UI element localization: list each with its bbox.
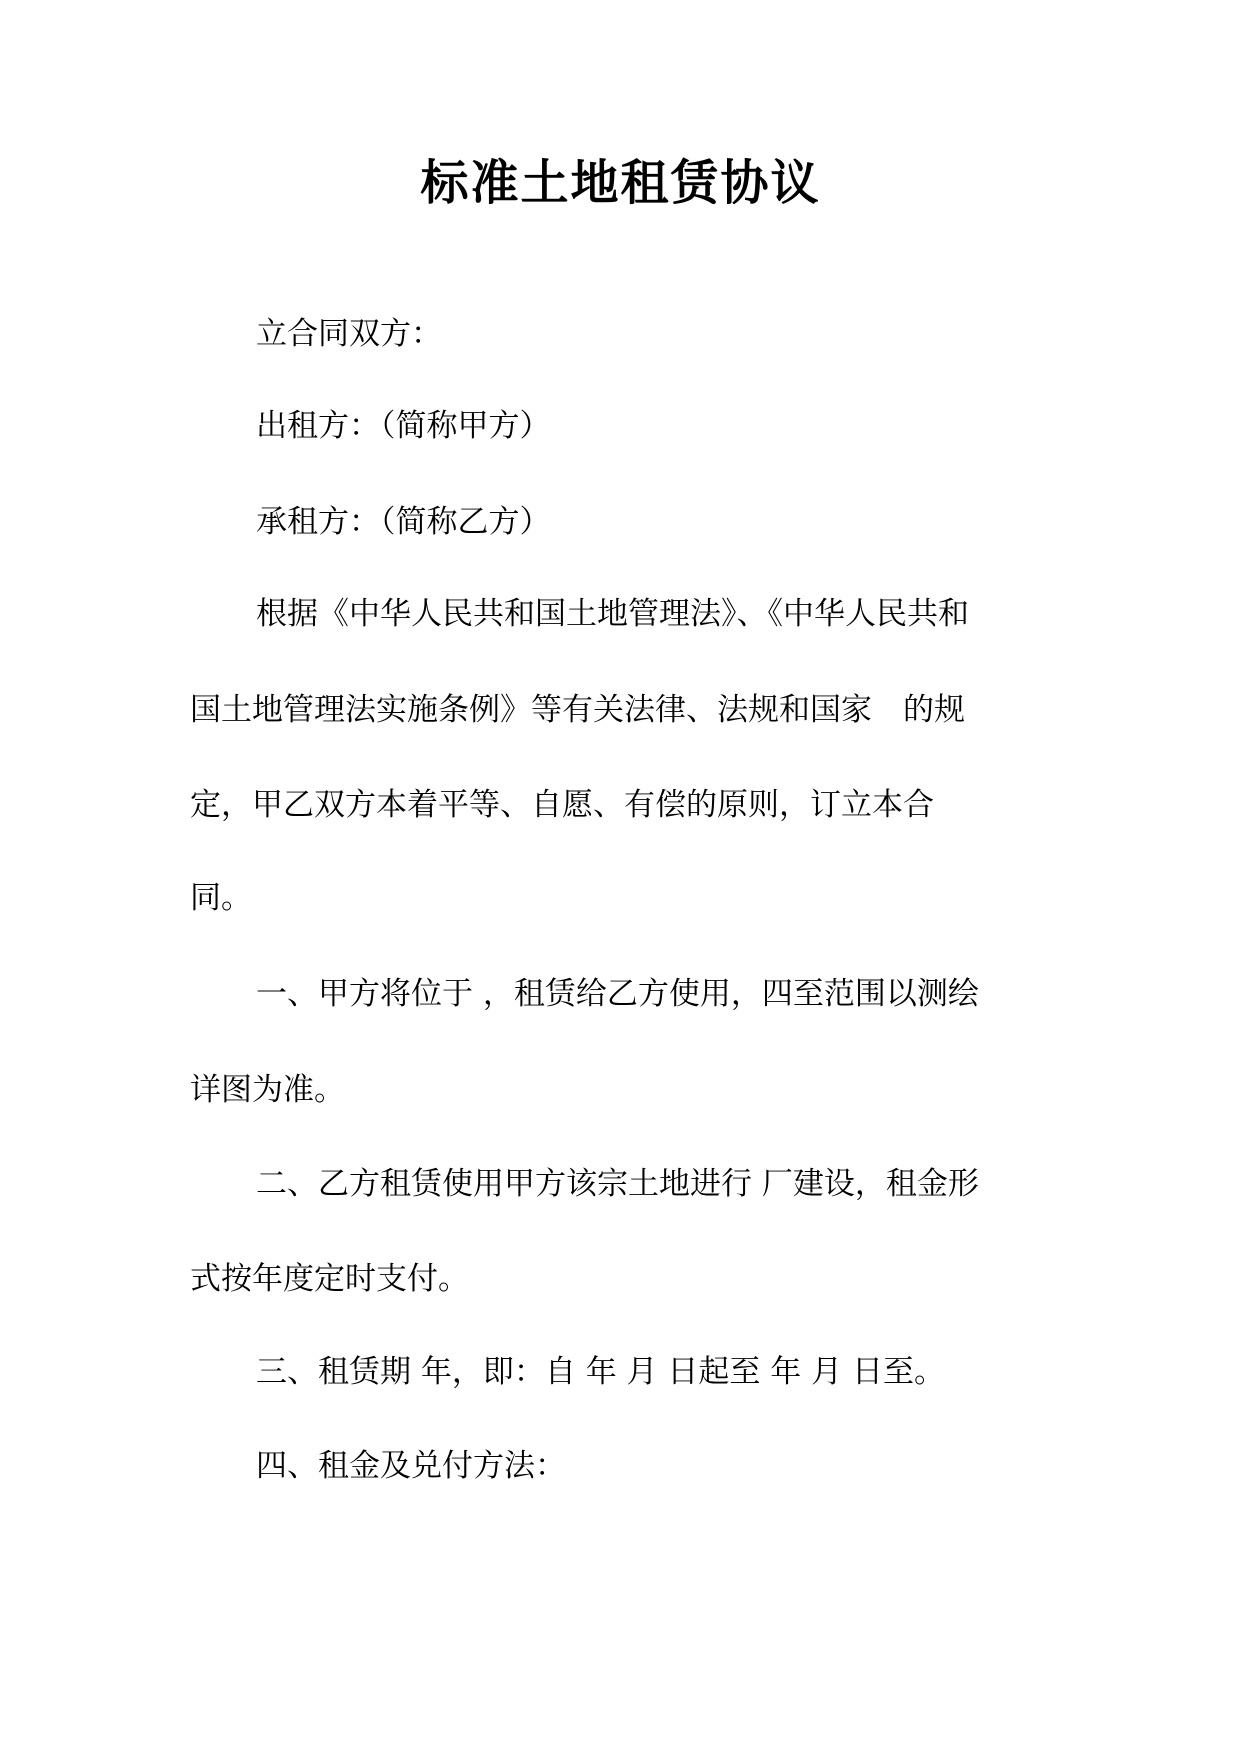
paragraph-lessor: 出租方：（简称甲方）: [256, 408, 551, 444]
paragraph-legal-basis-line-3: 定，甲乙双方本着平等、自愿、有偿的原则，订立本合: [190, 787, 934, 823]
clause-4-heading: 四、租金及兑付方法：: [256, 1448, 566, 1484]
paragraph-legal-basis-line-2: 国土地管理法实施条例》等有关法律、法规和国家 的规: [190, 692, 965, 728]
document-title: 标准土地租赁协议: [420, 155, 821, 211]
clause-3: 三、租赁期 年，即：自 年 月 日起至 年 月 日至。: [256, 1354, 945, 1390]
clause-1-line-1: 一、甲方将位于 ，租赁给乙方使用，四至范围以测绘: [256, 976, 979, 1012]
paragraph-parties-heading: 立合同双方：: [256, 316, 442, 352]
clause-2-line-2: 式按年度定时支付。: [190, 1261, 469, 1297]
paragraph-legal-basis-line-4: 同。: [190, 880, 252, 916]
clause-2-line-1: 二、乙方租赁使用甲方该宗土地进行 厂建设，租金形: [256, 1166, 979, 1202]
clause-1-line-2: 详图为准。: [190, 1072, 345, 1108]
paragraph-legal-basis-line-1: 根据《中华人民共和国土地管理法》、《中华人民共和: [256, 596, 969, 632]
paragraph-lessee: 承租方：（简称乙方）: [256, 504, 551, 540]
